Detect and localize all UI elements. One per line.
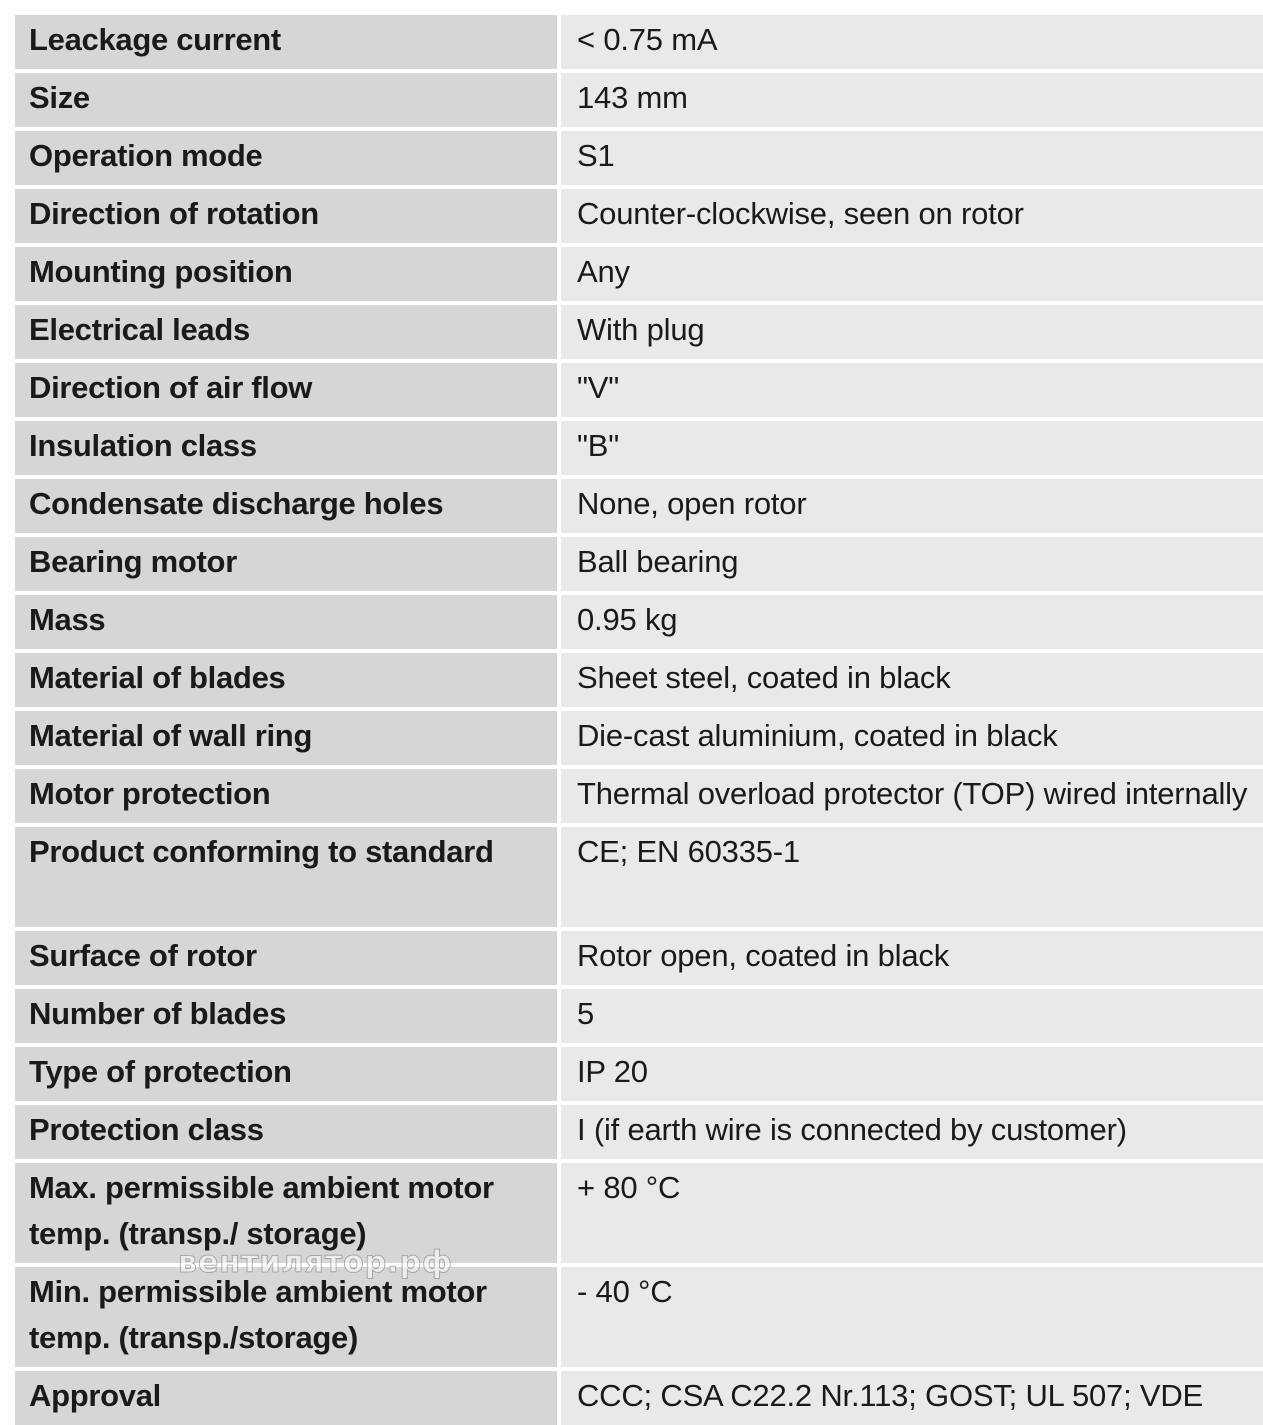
spec-label: Number of blades <box>15 989 557 1047</box>
spec-label: Min. permissible ambient motor temp. (transp./storage) <box>15 1267 557 1371</box>
table-row <box>15 247 1263 305</box>
table-row <box>15 1047 1263 1105</box>
table-row <box>15 1163 1263 1267</box>
spec-value: + 80 °C <box>557 1163 1263 1267</box>
spec-value: Rotor open, coated in black <box>557 931 1263 989</box>
spec-value: With plug <box>557 305 1263 363</box>
spec-label: Leackage current <box>15 15 557 73</box>
spec-label: Direction of rotation <box>15 189 557 247</box>
spec-value: - 40 °C <box>557 1267 1263 1371</box>
spec-value: < 0.75 mA <box>557 15 1263 73</box>
spec-label: Approval <box>15 1371 557 1425</box>
spec-value: 5 <box>557 989 1263 1047</box>
spec-value: IP 20 <box>557 1047 1263 1105</box>
spec-label: Size <box>15 73 557 131</box>
spec-value: 0.95 kg <box>557 595 1263 653</box>
spec-value: I (if earth wire is connected by customer) <box>557 1105 1263 1163</box>
spec-label: Type of protection <box>15 1047 557 1105</box>
table-row <box>15 1267 1263 1371</box>
table-row <box>15 305 1263 363</box>
table-row <box>15 537 1263 595</box>
spec-value: 143 mm <box>557 73 1263 131</box>
table-row <box>15 189 1263 247</box>
spec-label: Mounting position <box>15 247 557 305</box>
spec-value: Die-cast aluminium, coated in black <box>557 711 1263 769</box>
spec-label: Mass <box>15 595 557 653</box>
spec-label: Direction of air flow <box>15 363 557 421</box>
table-row <box>15 363 1263 421</box>
table-row <box>15 73 1263 131</box>
table-row <box>15 15 1263 73</box>
spec-label: Max. permissible ambient motor temp. (transp./ storage) <box>15 1163 557 1267</box>
spec-value: CCC; CSA C22.2 Nr.113; GOST; UL 507; VDE <box>557 1371 1263 1425</box>
spec-value: "B" <box>557 421 1263 479</box>
table-row <box>15 131 1263 189</box>
watermark: вентилятор.рф <box>178 1245 453 1280</box>
table-row <box>15 479 1263 537</box>
spec-label: Material of wall ring <box>15 711 557 769</box>
spec-label: Motor protection <box>15 769 557 827</box>
spec-label: Insulation class <box>15 421 557 479</box>
spec-table <box>15 15 1263 1425</box>
table-row <box>15 1371 1263 1425</box>
spec-label: Condensate discharge holes <box>15 479 557 537</box>
spec-value: CE; EN 60335-1 <box>557 827 1263 931</box>
spec-label: Electrical leads <box>15 305 557 363</box>
spec-value: Counter-clockwise, seen on rotor <box>557 189 1263 247</box>
spec-value: S1 <box>557 131 1263 189</box>
spec-label: Operation mode <box>15 131 557 189</box>
spec-label: Product conforming to standard <box>15 827 557 931</box>
table-row <box>15 769 1263 827</box>
spec-value: Thermal overload protector (TOP) wired internally <box>557 769 1263 827</box>
spec-value: "V" <box>557 363 1263 421</box>
table-row <box>15 827 1263 931</box>
table-row <box>15 989 1263 1047</box>
spec-value: Ball bearing <box>557 537 1263 595</box>
spec-label: Protection class <box>15 1105 557 1163</box>
table-row <box>15 595 1263 653</box>
spec-label: Material of blades <box>15 653 557 711</box>
spec-label: Bearing motor <box>15 537 557 595</box>
spec-value: Any <box>557 247 1263 305</box>
spec-value: Sheet steel, coated in black <box>557 653 1263 711</box>
table-row <box>15 421 1263 479</box>
table-row <box>15 711 1263 769</box>
spec-label: Surface of rotor <box>15 931 557 989</box>
table-row <box>15 653 1263 711</box>
spec-value: None, open rotor <box>557 479 1263 537</box>
table-row <box>15 1105 1263 1163</box>
table-row <box>15 931 1263 989</box>
